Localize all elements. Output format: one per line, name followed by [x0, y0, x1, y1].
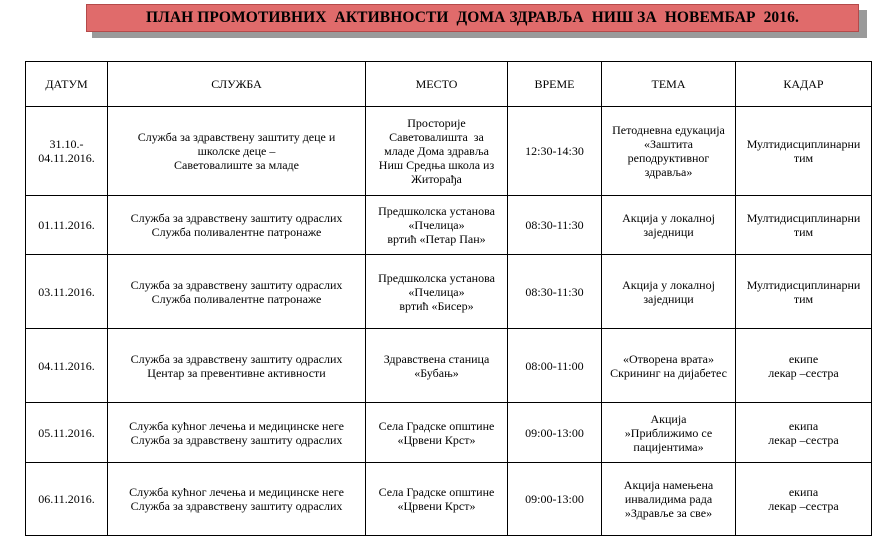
place-text: Саветовалишта за: [389, 130, 484, 144]
topic-cell: [602, 107, 736, 196]
topic-cell: [602, 403, 736, 463]
service-cell: [108, 196, 366, 255]
staff-text: лекар –сестра: [768, 432, 839, 447]
time-cell: 08:00-11:00: [508, 329, 602, 403]
place-text: Предшколска установа: [378, 204, 495, 218]
column-header-service: СЛУЖБА: [108, 62, 366, 107]
service-text: Служба кућног лечења и медицинске неге: [129, 418, 344, 433]
date-text: 06.11.2016.: [38, 492, 95, 506]
service-cell: [108, 463, 366, 536]
page-title: ПЛАН ПРОМОТИВНИХ АКТИВНОСТИ ДОМА ЗДРАВЉА НИШ ЗА НОВЕМБАР 2016.: [146, 9, 799, 26]
staff-cell: [736, 403, 872, 463]
topic-text: пацијентима»: [633, 439, 704, 454]
date-text: 31.10.-: [49, 137, 84, 151]
place-text: Села Градске општине: [378, 485, 495, 499]
place-text: вртић «Бисер»: [399, 298, 474, 313]
topic-cell: [602, 463, 736, 536]
service-cell: [108, 403, 366, 463]
place-cell: [366, 403, 508, 463]
topic-text: «Отворена врата»: [623, 351, 714, 366]
topic-text: »Приближимо се: [624, 425, 713, 440]
table-row: [26, 403, 872, 463]
service-text: Служба за здравствену заштиту одраслих: [130, 499, 343, 513]
place-text: младе Дома здравља: [384, 144, 489, 158]
place-text: Села Градске општине: [378, 418, 495, 433]
column-header-topic: ТЕМА: [602, 62, 736, 107]
table-row: [26, 196, 872, 255]
column-header-time: ВРЕМЕ: [508, 62, 602, 107]
service-text: Служба поливалентне патронаже: [151, 291, 322, 306]
topic-text: реподруктивног: [627, 151, 710, 165]
staff-text: тим: [793, 151, 814, 165]
place-text: «Црвени Крст»: [397, 499, 476, 513]
column-header-place: МЕСТО: [366, 62, 508, 107]
topic-text: заједници: [643, 291, 694, 306]
time-cell: 08:30-11:30: [508, 196, 602, 255]
time-cell: 09:00-13:00: [508, 463, 602, 536]
staff-text: тим: [793, 291, 814, 306]
date-cell: [26, 329, 108, 403]
service-text: Служба за здравствену заштиту одраслих: [130, 351, 343, 366]
place-text: «Пчелица»: [408, 284, 465, 299]
topic-cell: [602, 255, 736, 329]
header-row: [26, 62, 872, 107]
table-row: [26, 329, 872, 403]
date-cell: [26, 196, 108, 255]
staff-cell: [736, 329, 872, 403]
date-text: 05.11.2016.: [38, 425, 95, 440]
staff-text: Мултидисциплинарни: [746, 277, 861, 292]
place-text: Просторије: [407, 116, 466, 130]
topic-text: »Здравље за све»: [624, 506, 713, 520]
topic-cell: [602, 329, 736, 403]
table-row: [26, 107, 872, 196]
service-text: Служба за здравствену заштиту одраслих: [130, 277, 343, 292]
service-text: Служба за здравствену заштиту деце и: [137, 130, 336, 144]
place-text: вртић «Петар Пан»: [387, 232, 486, 246]
staff-text: екипа: [788, 485, 819, 499]
service-text: Служба поливалентне патронаже: [151, 225, 322, 239]
service-text: школске деце –: [197, 144, 276, 158]
time-cell: 12:30-14:30: [508, 107, 602, 196]
staff-text: екипе: [788, 351, 819, 366]
staff-cell: [736, 107, 872, 196]
place-text: Здравствена станица: [383, 351, 490, 366]
place-text: «Бубањ»: [414, 365, 459, 380]
table-row: [26, 255, 872, 329]
service-text: Служба за здравствену заштиту одраслих: [130, 211, 343, 225]
date-text: 01.11.2016.: [38, 218, 95, 232]
topic-cell: [602, 196, 736, 255]
service-cell: [108, 255, 366, 329]
topic-text: Акција у локалној: [622, 277, 715, 292]
place-cell: [366, 463, 508, 536]
service-cell: [108, 107, 366, 196]
date-cell: [26, 463, 108, 536]
staff-text: Мултидисциплинарни: [746, 211, 861, 225]
place-text: «Пчелица»: [408, 218, 465, 232]
service-text: Служба кућног лечења и медицинске неге: [129, 485, 344, 499]
topic-text: Петодневна едукација: [612, 123, 725, 137]
title-banner: [86, 4, 859, 32]
time-cell: 08:30-11:30: [508, 255, 602, 329]
service-text: Саветовалиште за младе: [174, 158, 299, 172]
staff-text: Мултидисциплинарни: [746, 137, 861, 151]
topic-text: заједници: [643, 225, 694, 239]
service-cell: [108, 329, 366, 403]
topic-text: Акција у локалној: [622, 211, 715, 225]
topic-text: Акција: [650, 411, 687, 426]
place-cell: [366, 196, 508, 255]
staff-text: екипа: [788, 418, 819, 433]
staff-cell: [736, 463, 872, 536]
place-cell: [366, 107, 508, 196]
date-text: 04.11.2016.: [38, 151, 95, 165]
activities-table: [25, 61, 872, 536]
staff-text: лекар –сестра: [768, 499, 839, 513]
column-header-staff: КАДАР: [736, 62, 872, 107]
place-cell: [366, 255, 508, 329]
date-text: 04.11.2016.: [38, 358, 95, 373]
staff-cell: [736, 196, 872, 255]
date-cell: [26, 403, 108, 463]
staff-text: лекар –сестра: [768, 365, 839, 380]
topic-text: инвалидима рада: [624, 492, 713, 506]
service-text: Служба за здравствену заштиту одраслих: [130, 432, 343, 447]
topic-text: здравља»: [644, 165, 693, 179]
place-text: «Црвени Крст»: [397, 432, 476, 447]
table-row: [26, 463, 872, 536]
service-text: Центар за превентивне активности: [147, 365, 326, 380]
topic-text: «Заштита: [644, 137, 693, 151]
date-cell: [26, 255, 108, 329]
column-header-date: ДАТУМ: [26, 62, 108, 107]
place-text: Предшколска установа: [378, 270, 495, 285]
place-cell: [366, 329, 508, 403]
date-cell: [26, 107, 108, 196]
place-text: Ниш Средња школа из: [378, 158, 495, 172]
staff-cell: [736, 255, 872, 329]
date-text: 03.11.2016.: [38, 284, 95, 299]
staff-text: тим: [793, 225, 814, 239]
place-text: Житорађа: [411, 172, 462, 186]
time-cell: 09:00-13:00: [508, 403, 602, 463]
topic-text: Акција намењена: [623, 478, 714, 492]
topic-text: Скрининг на дијабетес: [610, 365, 727, 380]
